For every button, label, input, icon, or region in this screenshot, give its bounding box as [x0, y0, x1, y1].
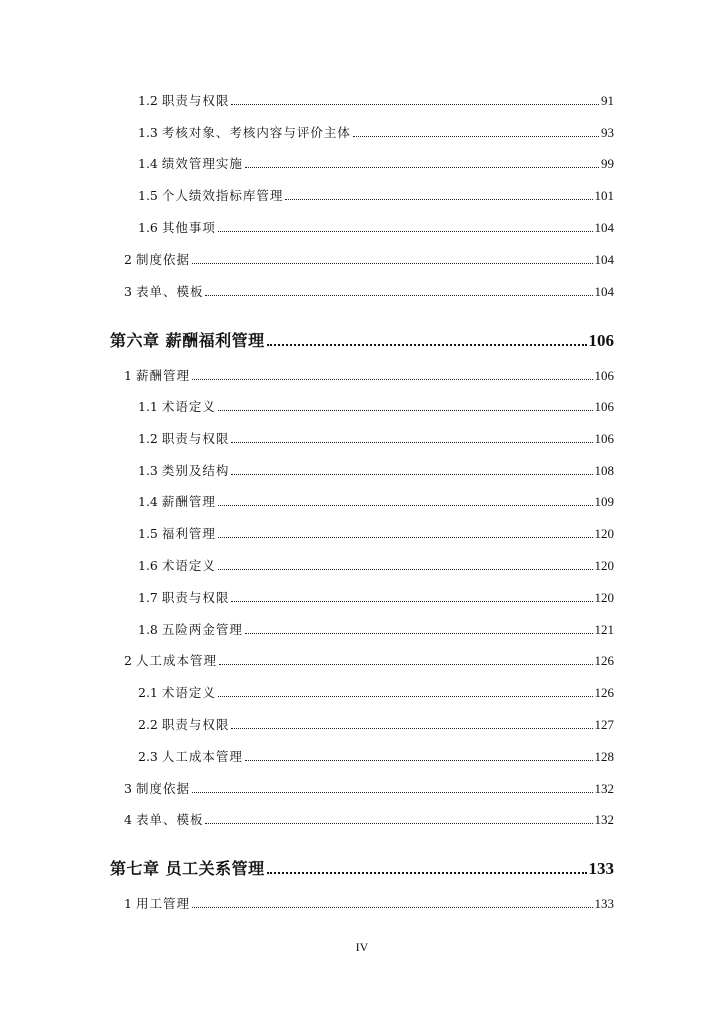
toc-entry-page: 121	[594, 622, 614, 637]
toc-entry-page: 120	[594, 526, 614, 541]
toc-entry-page: 133	[594, 896, 614, 911]
toc-entry-page: 93	[601, 125, 614, 140]
toc-entry	[124, 366, 614, 386]
toc-entry	[138, 461, 614, 481]
dot-leader	[231, 728, 592, 729]
toc-entry	[124, 651, 614, 671]
dot-leader	[219, 664, 593, 665]
toc-entry-number: 1.4	[138, 494, 158, 509]
dot-leader	[231, 442, 592, 443]
toc-chapter-entry	[110, 856, 614, 882]
toc-entry-page: 132	[594, 812, 614, 827]
dot-leader	[231, 474, 592, 475]
toc-entry-title: 类别及结构	[161, 463, 230, 478]
toc-entry-page: 128	[594, 749, 614, 764]
toc-entry-title: 术语定义	[161, 399, 216, 414]
dot-leader	[205, 295, 592, 296]
toc-entry-number: 2.1	[138, 685, 158, 700]
toc-entry-number: 1.5	[138, 188, 158, 203]
toc-entry-number: 1	[124, 896, 132, 911]
toc-entry	[124, 894, 614, 914]
dot-leader	[267, 344, 587, 346]
toc-entry	[138, 397, 614, 417]
toc-entry-page: 106	[594, 368, 614, 383]
toc-entry-page: 127	[594, 717, 614, 732]
toc-entry	[124, 250, 614, 270]
toc-entry-page: 106	[594, 431, 614, 446]
toc-entry-title: 职责与权限	[161, 590, 230, 605]
toc-entry-title: 表单、模板	[135, 284, 204, 299]
toc-entry	[124, 810, 614, 830]
toc-entry-title: 福利管理	[161, 526, 216, 541]
toc-entry-title: 绩效管理实施	[161, 156, 243, 171]
toc-entry-title: 制度依据	[135, 781, 190, 796]
toc-entry-page: 109	[594, 494, 614, 509]
toc-entry-title: 薪酬管理	[161, 494, 216, 509]
toc-entry-number: 1.7	[138, 590, 158, 605]
toc-entry-number: 1.6	[138, 558, 158, 573]
toc-entry-number: 1.1	[138, 399, 158, 414]
toc-entry	[124, 282, 614, 302]
toc-entry-page: 108	[594, 463, 614, 478]
toc-entry	[124, 779, 614, 799]
toc-entry	[138, 683, 614, 703]
toc-entry-number: 1.3	[138, 125, 158, 140]
toc-entry-number: 4	[124, 812, 132, 827]
toc-entry-title: 职责与权限	[161, 93, 230, 108]
toc-entry	[138, 620, 614, 640]
dot-leader	[231, 104, 599, 105]
dot-leader	[285, 199, 592, 200]
toc-entry-title: 人工成本管理	[135, 653, 217, 668]
toc-chapter-title: 第六章 薪酬福利管理	[110, 331, 265, 350]
dot-leader	[218, 696, 593, 697]
dot-leader	[218, 569, 593, 570]
toc-entry-page: 91	[601, 93, 614, 108]
toc-entry-number: 1.5	[138, 526, 158, 541]
toc-entry-title: 术语定义	[161, 685, 216, 700]
toc-entry-page: 120	[594, 558, 614, 573]
toc-entry-number: 1.2	[138, 431, 158, 446]
toc-chapter-page: 133	[588, 859, 614, 878]
toc-entry	[138, 715, 614, 735]
toc-entry	[138, 123, 614, 143]
toc-chapter-page: 106	[588, 331, 614, 350]
toc-entry-number: 2.2	[138, 717, 158, 732]
toc-entry-title: 五险两金管理	[161, 622, 243, 637]
dot-leader	[192, 263, 593, 264]
toc-entry-number: 2	[124, 653, 132, 668]
toc-entry-title: 术语定义	[161, 558, 216, 573]
toc-entry-title: 用工管理	[135, 896, 190, 911]
dot-leader	[245, 760, 593, 761]
toc-entry	[138, 524, 614, 544]
toc-entry	[138, 186, 614, 206]
dot-leader	[218, 410, 593, 411]
toc-entry	[138, 556, 614, 576]
toc-entry-title: 人工成本管理	[161, 749, 243, 764]
toc-chapter-entry	[110, 328, 614, 354]
dot-leader	[192, 792, 593, 793]
toc-entry	[138, 492, 614, 512]
toc-entry-page: 104	[594, 252, 614, 267]
toc-entry-title: 职责与权限	[161, 717, 230, 732]
toc-entry-number: 1.8	[138, 622, 158, 637]
toc-entry-title: 职责与权限	[161, 431, 230, 446]
dot-leader	[231, 601, 592, 602]
toc-entry-number: 2.3	[138, 749, 158, 764]
toc-entry-number: 1.3	[138, 463, 158, 478]
toc-entry-number: 1.2	[138, 93, 158, 108]
toc-entry-page: 126	[594, 685, 614, 700]
toc-entry-title: 制度依据	[135, 252, 190, 267]
dot-leader	[205, 823, 592, 824]
dot-leader	[245, 167, 599, 168]
toc-entry-page: 104	[594, 220, 614, 235]
toc-entry-number: 3	[124, 781, 132, 796]
dot-leader	[245, 633, 593, 634]
toc-entry-page: 104	[594, 284, 614, 299]
dot-leader	[192, 379, 593, 380]
toc-entry-number: 1.6	[138, 220, 158, 235]
dot-leader	[218, 505, 593, 506]
toc-entry-title: 个人绩效指标库管理	[161, 188, 284, 203]
toc-entry-title: 考核对象、考核内容与评价主体	[161, 125, 351, 140]
toc-entry-number: 2	[124, 252, 132, 267]
toc-entry-page: 99	[601, 156, 614, 171]
toc-chapter-title: 第七章 员工关系管理	[110, 859, 265, 878]
toc-entry-title: 表单、模板	[135, 812, 204, 827]
dot-leader	[353, 136, 599, 137]
toc-entry	[138, 218, 614, 238]
toc-entry-page: 132	[594, 781, 614, 796]
dot-leader	[218, 537, 593, 538]
toc-entry-page: 101	[594, 188, 614, 203]
toc-entry	[138, 91, 614, 111]
toc-entry-page: 120	[594, 590, 614, 605]
toc-entry-title: 其他事项	[161, 220, 216, 235]
toc-entry	[138, 588, 614, 608]
dot-leader	[267, 872, 587, 874]
toc-entry-number: 1	[124, 368, 132, 383]
toc-entry-number: 1.4	[138, 156, 158, 171]
toc-entry	[138, 154, 614, 174]
toc-entry-page: 106	[594, 399, 614, 414]
toc-entry	[138, 429, 614, 449]
toc-entry	[138, 747, 614, 767]
toc-entry-number: 3	[124, 284, 132, 299]
toc-entry-title: 薪酬管理	[135, 368, 190, 383]
dot-leader	[218, 231, 593, 232]
toc-entry-page: 126	[594, 653, 614, 668]
dot-leader	[192, 907, 593, 908]
page-number-footer: IV	[355, 940, 369, 954]
